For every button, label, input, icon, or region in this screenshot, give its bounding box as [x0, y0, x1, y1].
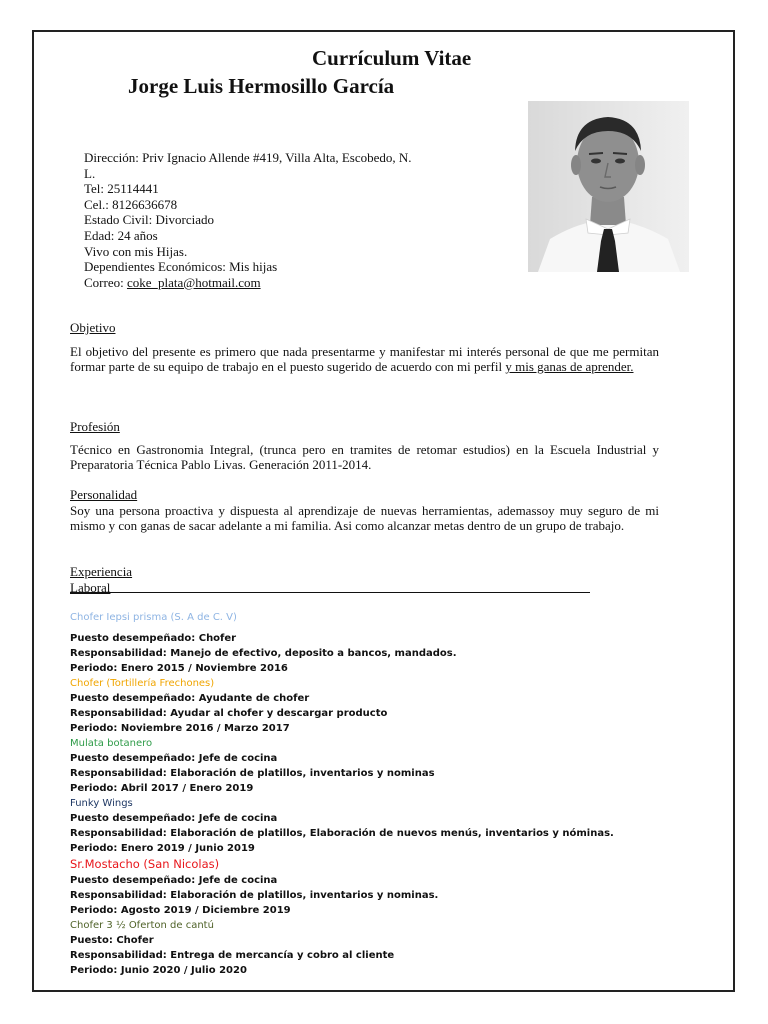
candidate-name: Jorge Luis Hermosillo García [128, 74, 395, 98]
job-position: Puesto desempeñado: Jefe de cocina [70, 875, 278, 886]
job-position: Puesto desempeñado: Ayudante de chofer [70, 693, 310, 704]
cellphone-line: Cel.: 8126636678 [84, 196, 178, 212]
job-period: Periodo: Junio 2020 / Julio 2020 [70, 965, 247, 976]
job-position: Puesto desempeñado: Jefe de cocina [70, 753, 278, 764]
email-line [84, 275, 456, 291]
job-entry [70, 796, 690, 856]
dependents-line: Dependientes Económicos: Mis hijas [84, 259, 278, 275]
job-period: Periodo: Abril 2017 / Enero 2019 [70, 783, 254, 794]
phone-line: Tel: 25114441 [84, 181, 159, 197]
job-period: Periodo: Agosto 2019 / Diciembre 2019 [70, 905, 291, 916]
contact-info [84, 150, 456, 290]
job-responsibility: Responsabilidad: Manejo de efectivo, deposito a bancos, mandados. [70, 648, 457, 659]
email-label: Correo: [84, 274, 127, 290]
job-company: Chofer (Tortillería Frechones) [70, 678, 215, 689]
job-company: Chofer Iepsi prisma (S. A de C. V) [70, 612, 237, 623]
lives-with-line: Vivo con mis Hijas. [84, 243, 188, 259]
address-line-continued: L. [84, 165, 96, 181]
job-position: Puesto: Chofer [70, 935, 154, 946]
job-period: Periodo: Noviembre 2016 / Marzo 2017 [70, 723, 290, 734]
job-company: Funky Wings [70, 798, 133, 809]
personalidad-heading: Personalidad [70, 487, 138, 502]
laboral-heading: Laboral [70, 580, 111, 595]
job-entry [70, 610, 690, 676]
age-line: Edad: 24 años [84, 227, 158, 243]
profile-photo [528, 101, 689, 272]
document-title: Currículum Vitae [312, 46, 472, 70]
address-line: Dirección: Priv Ignacio Allende #419, Villa Alta, Escobedo, N. [84, 150, 412, 165]
job-entry [70, 736, 690, 796]
job-company: Sr.Mostacho (San Nicolas) [70, 857, 220, 871]
job-entry [70, 856, 690, 918]
civil-status-line: Estado Civil: Divorciado [84, 212, 214, 228]
job-entry [70, 676, 690, 736]
job-responsibility: Responsabilidad: Elaboración de platillos, inventarios y nominas [70, 768, 435, 779]
experience-underline [70, 592, 590, 593]
profesion-heading: Profesión [70, 419, 120, 434]
experiencia-heading: Experiencia [70, 564, 133, 579]
email-link[interactable]: coke_plata@hotmail.com [126, 274, 261, 290]
job-list [70, 610, 690, 978]
job-company: Chofer 3 ½ Oferton de cantú [70, 920, 214, 931]
objetivo-text [70, 344, 659, 374]
job-position: Puesto desempeñado: Chofer [70, 633, 237, 644]
job-entry [70, 918, 690, 978]
profesion-text: Técnico en Gastronomia Integral, (trunca pero en tramites de retomar estudios) en la Escuela Industrial y Preparatoria Técnica Pablo Livas. Generación 2011-2014. [70, 442, 659, 473]
job-period: Periodo: Enero 2019 / Junio 2019 [70, 843, 255, 854]
objetivo-underlined: y mis ganas de aprender. [505, 359, 634, 375]
job-company: Mulata botanero [70, 738, 153, 749]
job-responsibility: Responsabilidad: Entrega de mercancía y cobro al cliente [70, 950, 395, 961]
job-responsibility: Responsabilidad: Ayudar al chofer y descargar producto [70, 708, 388, 719]
job-position: Puesto desempeñado: Jefe de cocina [70, 813, 278, 824]
job-responsibility: Responsabilidad: Elaboración de platillos, Elaboración de nuevos menús, inventarios y nóminas. [70, 828, 614, 839]
job-responsibility: Responsabilidad: Elaboración de platillos, inventarios y nominas. [70, 890, 439, 901]
objetivo-body: El objetivo del presente es primero que nada presentarme y manifestar mi interés personal de que me permitan formar parte de su equipo de trabajo en el puesto sugerido de acuerdo con mi perfil [70, 344, 659, 375]
personalidad-text: Soy una persona proactiva y dispuesta al aprendizaje de nuevas herramientas, ademassoy muy seguro de mi mismo y con ganas de sacar adelante a mi familia. Asi como alcanzar metas dentro de un grupo de trabajo. [70, 503, 659, 534]
job-period: Periodo: Enero 2015 / Noviembre 2016 [70, 663, 288, 674]
objetivo-heading: Objetivo [70, 320, 116, 335]
